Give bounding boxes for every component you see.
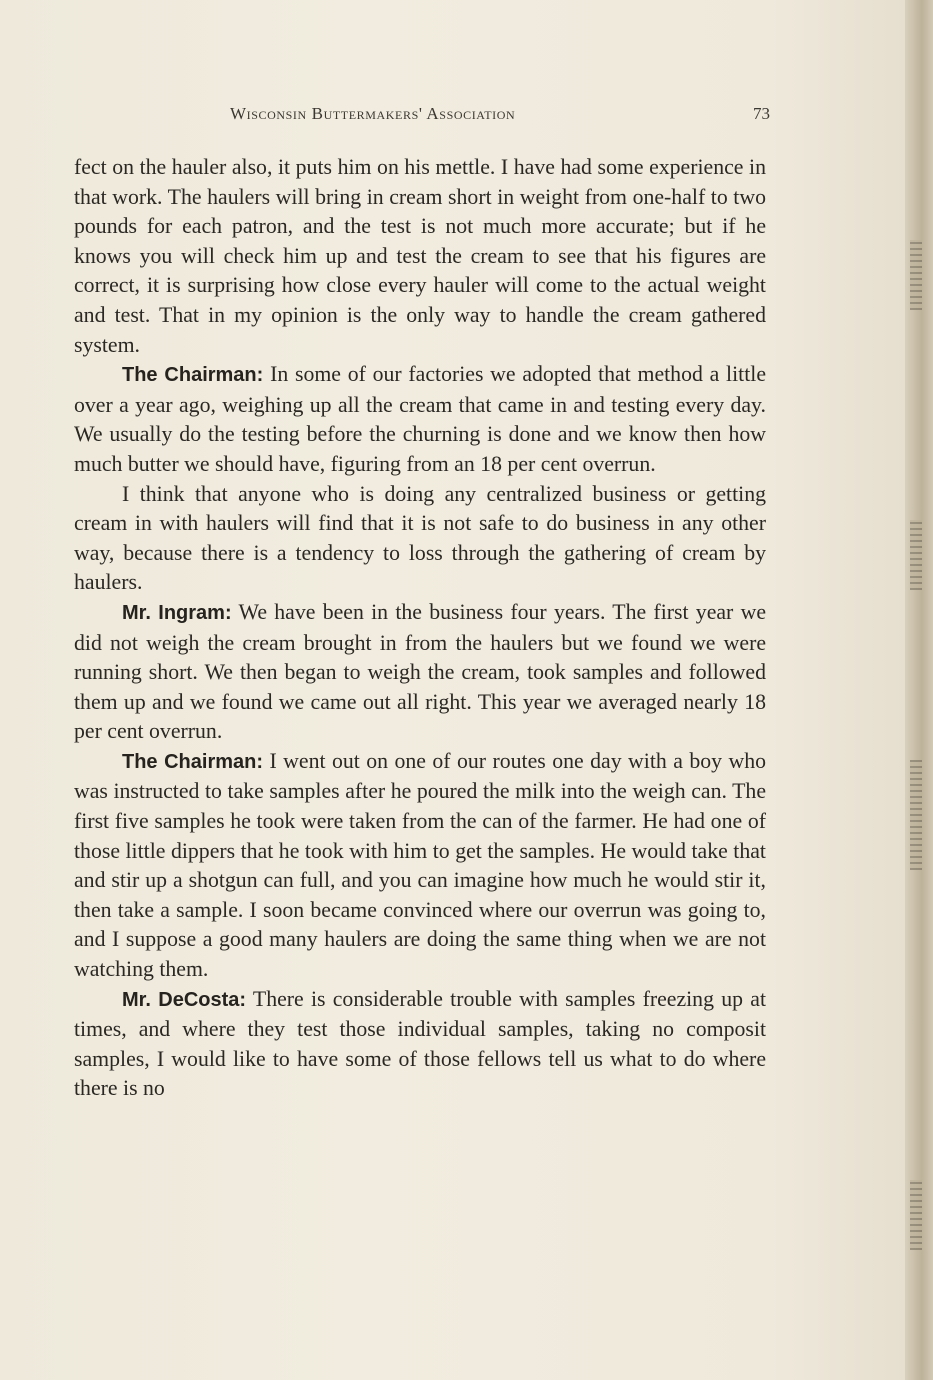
page-edge-mark <box>910 520 922 590</box>
speaker-label: The Chairman: <box>122 750 264 773</box>
page-edge-mark <box>910 760 922 870</box>
running-head: Wisconsin Buttermakers' Association <box>230 104 516 123</box>
book-page-edge <box>905 0 933 1380</box>
speaker-label: Mr. Ingram: <box>122 601 232 624</box>
paragraph-text: We have been in the business four years. The first year we did not weigh the cream brought in from the haulers but we found we were running short. We then began to weigh the cream, took samples and followed them up and we found we came out all right. This year we averaged nearly 18 per cent overrun. <box>74 599 767 744</box>
page-edge-mark <box>910 240 922 310</box>
paragraph-chairman-1 <box>74 360 766 479</box>
paragraph-decosta <box>74 985 766 1104</box>
paragraph-text: I think that anyone who is doing any centralized business or getting cream in with haulers will find that it is not safe to do business in any other way, because there is a tendency to loss through the gathering of cream by haulers. <box>74 481 766 595</box>
speaker-label: The Chairman: <box>122 364 264 387</box>
page-edge-mark <box>910 1180 922 1250</box>
speaker-label: Mr. DeCosta: <box>122 988 247 1011</box>
paragraph-chairman-2 <box>74 480 766 598</box>
body-text <box>74 153 766 1104</box>
page-number: 73 <box>753 104 770 123</box>
paragraph-ingram <box>74 598 766 747</box>
paragraph-text: In some of our factories we adopted that method a little over a year ago, weighing up all the cream that came in and testing every day. We usually do the testing before the churning is done and we know then how much butter we should have, figuring from an 18 per cent overrun. <box>74 362 766 476</box>
paragraph-text: I went out on one of our routes one day with a boy who was instructed to take samples after he poured the milk into the weigh can. The first five samples he took were taken from the can of the farmer. He had one of those little dippers that he took with him to get the samples. He would take that and stir up a shotgun can full, and you can imagine how much he would stir it, then take a sample. I soon became convinced where our overrun was going to, and I suppose a good many haulers are doing the same thing when we are not watching them. <box>74 748 767 982</box>
paragraph-chairman-3 <box>74 747 766 985</box>
page-header <box>230 104 770 128</box>
paragraph-continuation <box>74 153 766 360</box>
paragraph-text: There is considerable trouble with samples freezing up at times, and where they test those individual samples, taking no composit samples, I would like to have some of those fellows tell us what to do where there is no <box>74 986 767 1101</box>
paragraph-text: fect on the hauler also, it puts him on his mettle. I have had some experience in that work. The haulers will bring in cream short in weight from one-half to two pounds for each patron, and the test is not much more accurate; but if he knows you will check him up and test the cream to see that his figures are correct, it is surprising how close every hauler will come to the actual weight and test. That in my opinion is the only way to handle the cream gathered system. <box>74 155 766 357</box>
